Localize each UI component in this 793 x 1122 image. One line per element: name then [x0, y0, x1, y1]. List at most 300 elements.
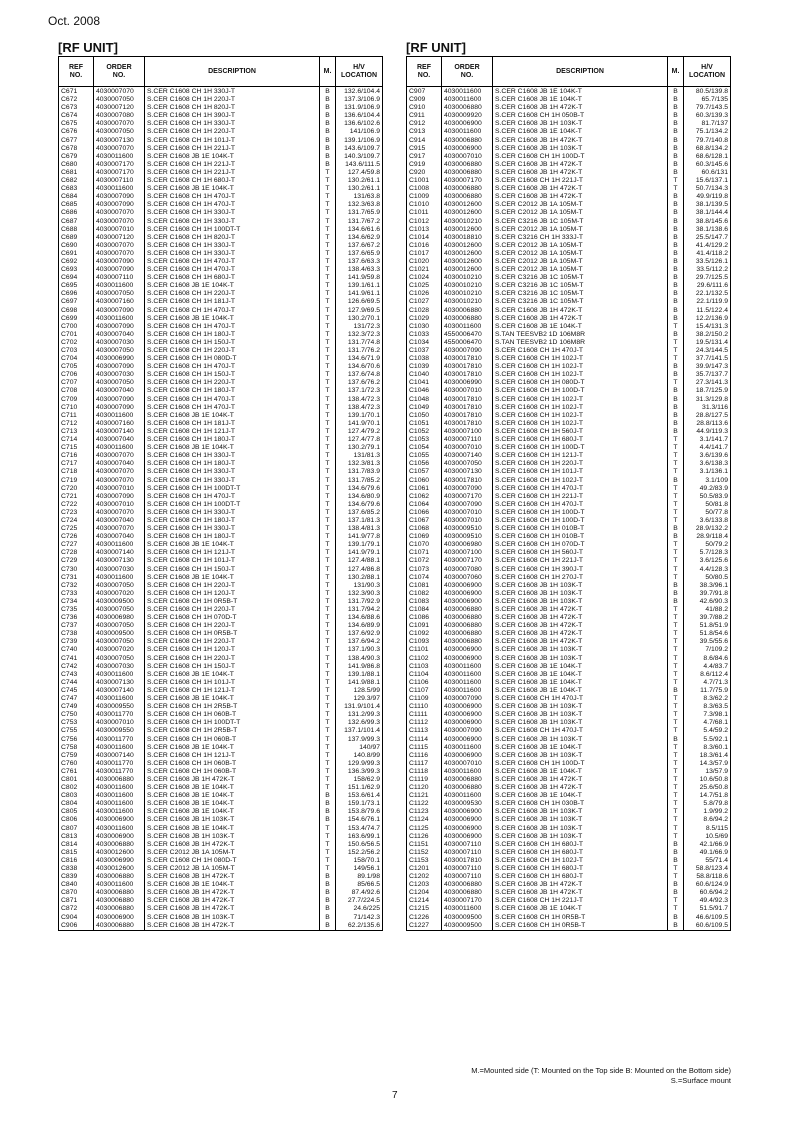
order-no-cell: 4030006880	[94, 841, 145, 849]
table-row	[59, 404, 383, 412]
order-no-cell: 4030007050	[94, 290, 145, 298]
description-cell: S.CER C1608 CH 1H 121J-T	[145, 687, 320, 695]
order-no-cell: 4030007140	[442, 452, 493, 460]
ref-no-cell: C721	[59, 493, 94, 501]
order-no-cell: 4030007160	[94, 420, 145, 428]
order-no-cell: 4030007030	[94, 339, 145, 347]
order-no-cell: 4030007110	[442, 436, 493, 444]
hv-location-cell: 137.6/67.2	[336, 242, 383, 250]
order-no-cell: 4550006470	[442, 339, 493, 347]
ref-no-cell: C1033	[407, 331, 442, 339]
mounted-side-cell: T	[668, 646, 684, 654]
order-no-cell: 4030012600	[442, 209, 493, 217]
order-no-cell: 4030007050	[94, 638, 145, 646]
hv-location-cell: 11.7/75.9	[684, 687, 731, 695]
order-no-cell: 4030010210	[442, 298, 493, 306]
order-no-cell: 4030006900	[442, 711, 493, 719]
order-no-cell: 4030007040	[94, 387, 145, 395]
description-cell: S.CER C2012 JB 1A 105M-T	[493, 209, 668, 217]
mounted-side-cell: B	[668, 922, 684, 931]
ref-no-cell: C1071	[407, 549, 442, 557]
description-cell: S.CER C1608 CH 1H 680J-T	[493, 849, 668, 857]
table-row	[407, 412, 731, 420]
mounted-side-cell: T	[668, 622, 684, 630]
hv-location-cell: 134.6/79.6	[336, 501, 383, 509]
table-row	[59, 889, 383, 897]
table-row	[407, 104, 731, 112]
hv-location-cell: 127.4/77.8	[336, 436, 383, 444]
description-cell: S.CER C1608 CH 1H 220J-T	[145, 96, 320, 104]
table-row	[407, 428, 731, 436]
description-cell: S.CER C1608 JB 1H 103K-T	[493, 752, 668, 760]
hv-location-cell: 85/66.5	[336, 881, 383, 889]
hv-location-cell: 33.5/126.1	[684, 258, 731, 266]
order-no-cell: 4030011600	[442, 905, 493, 913]
hv-location-cell: 4.4/128.3	[684, 566, 731, 574]
description-cell: S.CER C1608 CH 1H 470J-T	[145, 323, 320, 331]
description-cell: S.CER C1608 JB 1H 472K-T	[493, 638, 668, 646]
mounted-side-cell: T	[668, 452, 684, 460]
table-row	[407, 663, 731, 671]
table-row	[407, 833, 731, 841]
hv-location-cell: 50/79.2	[684, 541, 731, 549]
hv-location-cell: 153.6/61.4	[336, 792, 383, 800]
mounted-side-cell: T	[668, 574, 684, 582]
order-no-cell: 4030006900	[442, 825, 493, 833]
table-row	[59, 727, 383, 735]
table-row	[59, 331, 383, 339]
ref-no-cell: C689	[59, 234, 94, 242]
order-no-cell: 4030007040	[94, 533, 145, 541]
description-cell: S.CER C1608 CH 1H 330J-T	[145, 477, 320, 485]
order-no-cell: 4030011770	[94, 736, 145, 744]
table-row	[59, 452, 383, 460]
hv-location-cell: 150.6/56.5	[336, 841, 383, 849]
mounted-side-cell: T	[668, 679, 684, 687]
description-cell: S.TAN TEESVB2 1D 106M8R	[493, 331, 668, 339]
table-row	[59, 468, 383, 476]
ref-no-cell: C747	[59, 695, 94, 703]
description-cell: S.CER C1608 JB 1H 103K-T	[493, 816, 668, 824]
table-row	[407, 452, 731, 460]
ref-no-cell: C813	[59, 833, 94, 841]
mounted-side-cell: T	[668, 323, 684, 331]
ref-no-cell: C1109	[407, 695, 442, 703]
table-row	[407, 436, 731, 444]
order-no-cell: 4030006980	[94, 614, 145, 622]
mounted-side-cell: T	[320, 744, 336, 752]
order-no-cell: 4030007090	[94, 493, 145, 501]
order-no-cell: 4030011600	[94, 881, 145, 889]
description-cell: S.CER C1608 CH 1H 330J-T	[145, 509, 320, 517]
table-row	[59, 477, 383, 485]
ref-no-cell: C756	[59, 736, 94, 744]
description-cell: S.CER C1608 CH 1H 030B-T	[493, 800, 668, 808]
mounted-side-cell: B	[320, 808, 336, 816]
description-cell: S.CER C1608 CH 1H 070D-T	[145, 614, 320, 622]
mounted-side-cell: T	[668, 808, 684, 816]
order-no-cell: 4030011600	[442, 671, 493, 679]
mounted-side-cell: T	[320, 298, 336, 306]
order-no-cell: 4030006900	[442, 582, 493, 590]
hv-location-cell: 35.7/137.7	[684, 371, 731, 379]
description-cell: S.CER C2012 JB 1A 105M-T	[493, 250, 668, 258]
ref-no-cell: C755	[59, 727, 94, 735]
description-cell: S.CER C1608 JB 1E 104K-T	[145, 282, 320, 290]
description-cell: S.CER C2012 JB 1A 105M-T	[493, 266, 668, 274]
mounted-side-cell: T	[320, 468, 336, 476]
description-cell: S.CER C1608 CH 1H 2R5B-T	[145, 703, 320, 711]
description-cell: S.CER C1608 JB 1H 472K-T	[145, 889, 320, 897]
description-cell: S.CER C1608 CH 1H 100DT-T	[145, 501, 320, 509]
order-no-cell: 4030007090	[442, 347, 493, 355]
description-cell: S.CER C1608 CH 1H 330J-T	[145, 218, 320, 226]
description-cell: S.CER C1608 CH 1H 060B-T	[145, 736, 320, 744]
table-row	[407, 477, 731, 485]
col-m-header: M.	[320, 57, 336, 87]
ref-no-cell: C673	[59, 104, 94, 112]
hv-location-cell: 149/56.1	[336, 865, 383, 873]
ref-no-cell: C728	[59, 549, 94, 557]
ref-no-cell: C678	[59, 145, 94, 153]
order-no-cell: 4030006900	[442, 598, 493, 606]
table-row	[59, 784, 383, 792]
order-no-cell: 4030007090	[94, 396, 145, 404]
table-row	[59, 339, 383, 347]
mounted-side-cell: T	[668, 792, 684, 800]
mounted-side-cell: T	[668, 638, 684, 646]
order-no-cell: 4030011600	[94, 808, 145, 816]
table-row	[407, 485, 731, 493]
description-cell: S.CER C1608 JB 1H 472K-T	[493, 622, 668, 630]
hv-location-cell: 28.9/118.4	[684, 533, 731, 541]
ref-no-cell: C910	[407, 104, 442, 112]
table-row	[59, 922, 383, 931]
table-row	[59, 646, 383, 654]
hv-location-cell: 18.3/61.4	[684, 752, 731, 760]
hv-location-cell: 138.4/63.3	[336, 266, 383, 274]
mounted-side-cell: T	[320, 323, 336, 331]
ref-no-cell: C694	[59, 274, 94, 282]
order-no-cell: 4030007010	[442, 387, 493, 395]
description-cell: S.CER C1608 CH 1H 680J-T	[493, 436, 668, 444]
table-row	[59, 566, 383, 574]
ref-no-cell: C1101	[407, 646, 442, 654]
table-row	[59, 185, 383, 193]
ref-no-cell: C685	[59, 201, 94, 209]
table-row	[407, 517, 731, 525]
mounted-side-cell: T	[668, 436, 684, 444]
ref-no-cell: C1073	[407, 566, 442, 574]
description-cell: S.CER C1608 JB 1E 104K-T	[493, 792, 668, 800]
hv-location-cell: 127.4/59.8	[336, 169, 383, 177]
ref-no-cell: C741	[59, 655, 94, 663]
ref-no-cell: C1125	[407, 825, 442, 833]
table-row	[407, 128, 731, 136]
order-no-cell: 4030011600	[442, 744, 493, 752]
order-no-cell: 4030007120	[94, 234, 145, 242]
order-no-cell: 4030007040	[94, 331, 145, 339]
ref-no-cell: C723	[59, 509, 94, 517]
ref-no-cell: C1009	[407, 193, 442, 201]
order-no-cell: 4030007040	[94, 517, 145, 525]
order-no-cell: 4030009530	[442, 800, 493, 808]
description-cell: S.CER C1608 CH 1H 220J-T	[145, 622, 320, 630]
hv-location-cell: 71/142.3	[336, 914, 383, 922]
mounted-side-cell: T	[320, 541, 336, 549]
mounted-side-cell: T	[320, 849, 336, 857]
ref-no-cell: C870	[59, 889, 94, 897]
table-row	[59, 719, 383, 727]
mounted-side-cell: B	[320, 897, 336, 905]
ref-no-cell: C715	[59, 444, 94, 452]
ref-no-cell: C716	[59, 452, 94, 460]
description-cell: S.CER C1608 CH 1H 100D-T	[493, 387, 668, 395]
mounted-side-cell: T	[668, 509, 684, 517]
table-row	[407, 218, 731, 226]
hv-location-cell: 39.7/91.8	[684, 590, 731, 598]
table-row	[59, 290, 383, 298]
hv-location-cell: 153.8/79.6	[336, 808, 383, 816]
order-no-cell: 4030017810	[442, 355, 493, 363]
left-parts-table	[58, 56, 383, 931]
hv-location-cell: 46.6/109.5	[684, 914, 731, 922]
description-cell: S.CER C1608 JB 1H 472K-T	[493, 315, 668, 323]
hv-location-cell: 79.7/140.8	[684, 137, 731, 145]
order-no-cell: 4030011600	[94, 153, 145, 161]
order-no-cell: 4030011600	[442, 96, 493, 104]
description-cell: S.CER C1608 JB 1E 104K-T	[493, 687, 668, 695]
order-no-cell: 4030006900	[442, 833, 493, 841]
order-no-cell: 4030007070	[94, 218, 145, 226]
table-row	[407, 250, 731, 258]
order-no-cell: 4030007090	[94, 404, 145, 412]
hv-location-cell: 127.4/79.2	[336, 428, 383, 436]
hv-location-cell: 5.5/92.1	[684, 736, 731, 744]
ref-no-cell: C1203	[407, 881, 442, 889]
order-no-cell: 4030011600	[94, 792, 145, 800]
mounted-side-cell: T	[320, 727, 336, 735]
hv-location-cell: 131/90.3	[336, 582, 383, 590]
mounted-side-cell: T	[320, 477, 336, 485]
hv-location-cell: 126.6/69.5	[336, 298, 383, 306]
ref-no-cell: C1112	[407, 719, 442, 727]
table-row	[59, 517, 383, 525]
description-cell: S.CER C1608 JB 1H 472K-T	[493, 881, 668, 889]
ref-no-cell: C681	[59, 169, 94, 177]
mounted-side-cell: T	[668, 493, 684, 501]
hv-location-cell: 27.7/224.5	[336, 897, 383, 905]
mounted-side-cell: T	[320, 331, 336, 339]
table-row	[407, 371, 731, 379]
table-row	[59, 242, 383, 250]
mounted-side-cell: T	[320, 833, 336, 841]
table-row	[407, 752, 731, 760]
order-no-cell: 4030007110	[94, 177, 145, 185]
hv-location-cell: 58.8/123.4	[684, 865, 731, 873]
mounted-side-cell: B	[320, 120, 336, 128]
order-no-cell: 4030007120	[94, 104, 145, 112]
mounted-side-cell: T	[668, 905, 684, 913]
description-cell: S.CER C1608 JB 1H 472K-T	[493, 889, 668, 897]
mounted-side-cell: T	[320, 218, 336, 226]
ref-no-cell: C1082	[407, 590, 442, 598]
table-row	[59, 914, 383, 922]
hv-location-cell: 136.3/99.3	[336, 768, 383, 776]
description-cell: S.CER C1608 CH 1H 102J-T	[493, 396, 668, 404]
order-no-cell: 4030006880	[442, 881, 493, 889]
table-row	[59, 622, 383, 630]
table-row	[59, 663, 383, 671]
table-row	[407, 711, 731, 719]
order-no-cell: 4030007130	[94, 557, 145, 565]
order-no-cell: 4030006880	[442, 630, 493, 638]
table-row	[59, 347, 383, 355]
description-cell: S.CER C1608 JB 1E 104K-T	[145, 185, 320, 193]
table-row	[59, 363, 383, 371]
hv-location-cell: 24.3/144.5	[684, 347, 731, 355]
hv-location-cell: 38.1/138.6	[684, 226, 731, 234]
description-cell: S.CER C1608 JB 1H 103K-T	[145, 914, 320, 922]
description-cell: S.CER C1608 CH 1H 101J-T	[145, 679, 320, 687]
table-row	[407, 857, 731, 865]
table-row	[59, 776, 383, 784]
table-row	[407, 606, 731, 614]
mounted-side-cell: T	[320, 412, 336, 420]
table-row	[407, 444, 731, 452]
ref-no-cell: C738	[59, 630, 94, 638]
ref-no-cell: C745	[59, 687, 94, 695]
mounted-side-cell: T	[320, 315, 336, 323]
description-cell: S.CER C1608 JB 1H 103K-T	[493, 655, 668, 663]
mounted-side-cell: T	[320, 590, 336, 598]
ref-no-cell: C696	[59, 290, 94, 298]
mounted-side-cell: B	[320, 905, 336, 913]
table-row	[407, 744, 731, 752]
table-row	[59, 379, 383, 387]
hv-location-cell: 8.3/62.2	[684, 695, 731, 703]
mounted-side-cell: T	[668, 541, 684, 549]
hv-location-cell: 41/88.2	[684, 606, 731, 614]
description-cell: S.CER C1608 CH 1H 070D-T	[493, 541, 668, 549]
right-section-title: [RF UNIT]	[406, 40, 466, 55]
description-cell: S.CER C1608 JB 1E 104K-T	[145, 784, 320, 792]
hv-location-cell: 81.7/137	[684, 120, 731, 128]
hv-location-cell: 49.9/119.8	[684, 193, 731, 201]
hv-location-cell: 140.8/99	[336, 752, 383, 760]
hv-location-cell: 50/77.8	[684, 509, 731, 517]
order-no-cell: 4030009500	[94, 598, 145, 606]
order-no-cell: 4030007010	[94, 485, 145, 493]
hv-location-cell: 141.9/61.1	[336, 290, 383, 298]
table-row	[59, 493, 383, 501]
mounted-side-cell: B	[320, 104, 336, 112]
mounted-side-cell: T	[320, 768, 336, 776]
table-row	[407, 420, 731, 428]
hv-location-cell: 138.4/72.3	[336, 404, 383, 412]
mounted-side-cell: T	[320, 760, 336, 768]
hv-location-cell: 10.5/69	[684, 833, 731, 841]
ref-no-cell: C1011	[407, 209, 442, 217]
table-row	[407, 776, 731, 784]
order-no-cell: 4030010210	[442, 274, 493, 282]
mounted-side-cell: T	[320, 501, 336, 509]
order-no-cell: 4030007110	[442, 849, 493, 857]
table-row	[407, 493, 731, 501]
hv-location-cell: 7.3/98.1	[684, 711, 731, 719]
order-no-cell: 4030007070	[94, 242, 145, 250]
mounted-side-cell: B	[668, 331, 684, 339]
order-no-cell: 4030007130	[442, 468, 493, 476]
table-row	[59, 671, 383, 679]
table-row	[407, 177, 731, 185]
table-row	[407, 234, 731, 242]
mounted-side-cell: B	[668, 525, 684, 533]
mounted-side-cell: T	[320, 841, 336, 849]
ref-no-cell: C1124	[407, 816, 442, 824]
ref-no-cell: C758	[59, 744, 94, 752]
order-no-cell: 4030007140	[94, 549, 145, 557]
ref-no-cell: C816	[59, 857, 94, 865]
table-row	[407, 768, 731, 776]
mounted-side-cell: T	[668, 663, 684, 671]
mounted-side-cell: T	[320, 646, 336, 654]
hv-location-cell: 137.6/94.2	[336, 638, 383, 646]
mounted-side-cell: T	[320, 825, 336, 833]
description-cell: S.CER C1608 JB 1H 103K-T	[493, 145, 668, 153]
ref-no-cell: C1215	[407, 905, 442, 913]
mounted-side-cell: B	[668, 428, 684, 436]
order-no-cell: 4030007030	[94, 566, 145, 574]
order-no-cell: 4030007070	[94, 87, 145, 97]
ref-no-cell: C692	[59, 258, 94, 266]
hv-location-cell: 55/71.4	[684, 857, 731, 865]
table-row	[407, 120, 731, 128]
hv-location-cell: 129.3/97	[336, 695, 383, 703]
ref-no-cell: C695	[59, 282, 94, 290]
description-cell: S.CER C1608 JB 1H 472K-T	[145, 873, 320, 881]
description-cell: S.CER C1608 CH 1H 101J-T	[145, 137, 320, 145]
ref-no-cell: C1029	[407, 315, 442, 323]
order-no-cell: 4030007090	[442, 727, 493, 735]
table-row	[407, 687, 731, 695]
order-no-cell: 4030007170	[442, 177, 493, 185]
mounted-side-cell: T	[320, 436, 336, 444]
table-row	[59, 905, 383, 913]
table-row	[59, 533, 383, 541]
order-no-cell: 4030006990	[94, 857, 145, 865]
mounted-side-cell: B	[668, 687, 684, 695]
description-cell: S.CER C1608 JB 1E 104K-T	[493, 323, 668, 331]
description-cell: S.CER C1608 CH 1H 0R5B-T	[493, 914, 668, 922]
hv-location-cell: 38.1/144.4	[684, 209, 731, 217]
table-row	[59, 145, 383, 153]
description-cell: S.CER C1608 CH 1H 180J-T	[145, 460, 320, 468]
mounted-side-cell: T	[668, 468, 684, 476]
order-no-cell: 4030007010	[442, 517, 493, 525]
order-no-cell: 4030007070	[94, 209, 145, 217]
table-row	[407, 727, 731, 735]
ref-no-cell: C1027	[407, 298, 442, 306]
table-row	[59, 655, 383, 663]
order-no-cell: 4030007070	[94, 468, 145, 476]
hv-location-cell: 143.6/109.7	[336, 145, 383, 153]
ref-no-cell: C909	[407, 96, 442, 104]
table-row	[59, 679, 383, 687]
ref-no-cell: C904	[59, 914, 94, 922]
ref-no-cell: C697	[59, 298, 94, 306]
order-no-cell: 4030010210	[442, 282, 493, 290]
